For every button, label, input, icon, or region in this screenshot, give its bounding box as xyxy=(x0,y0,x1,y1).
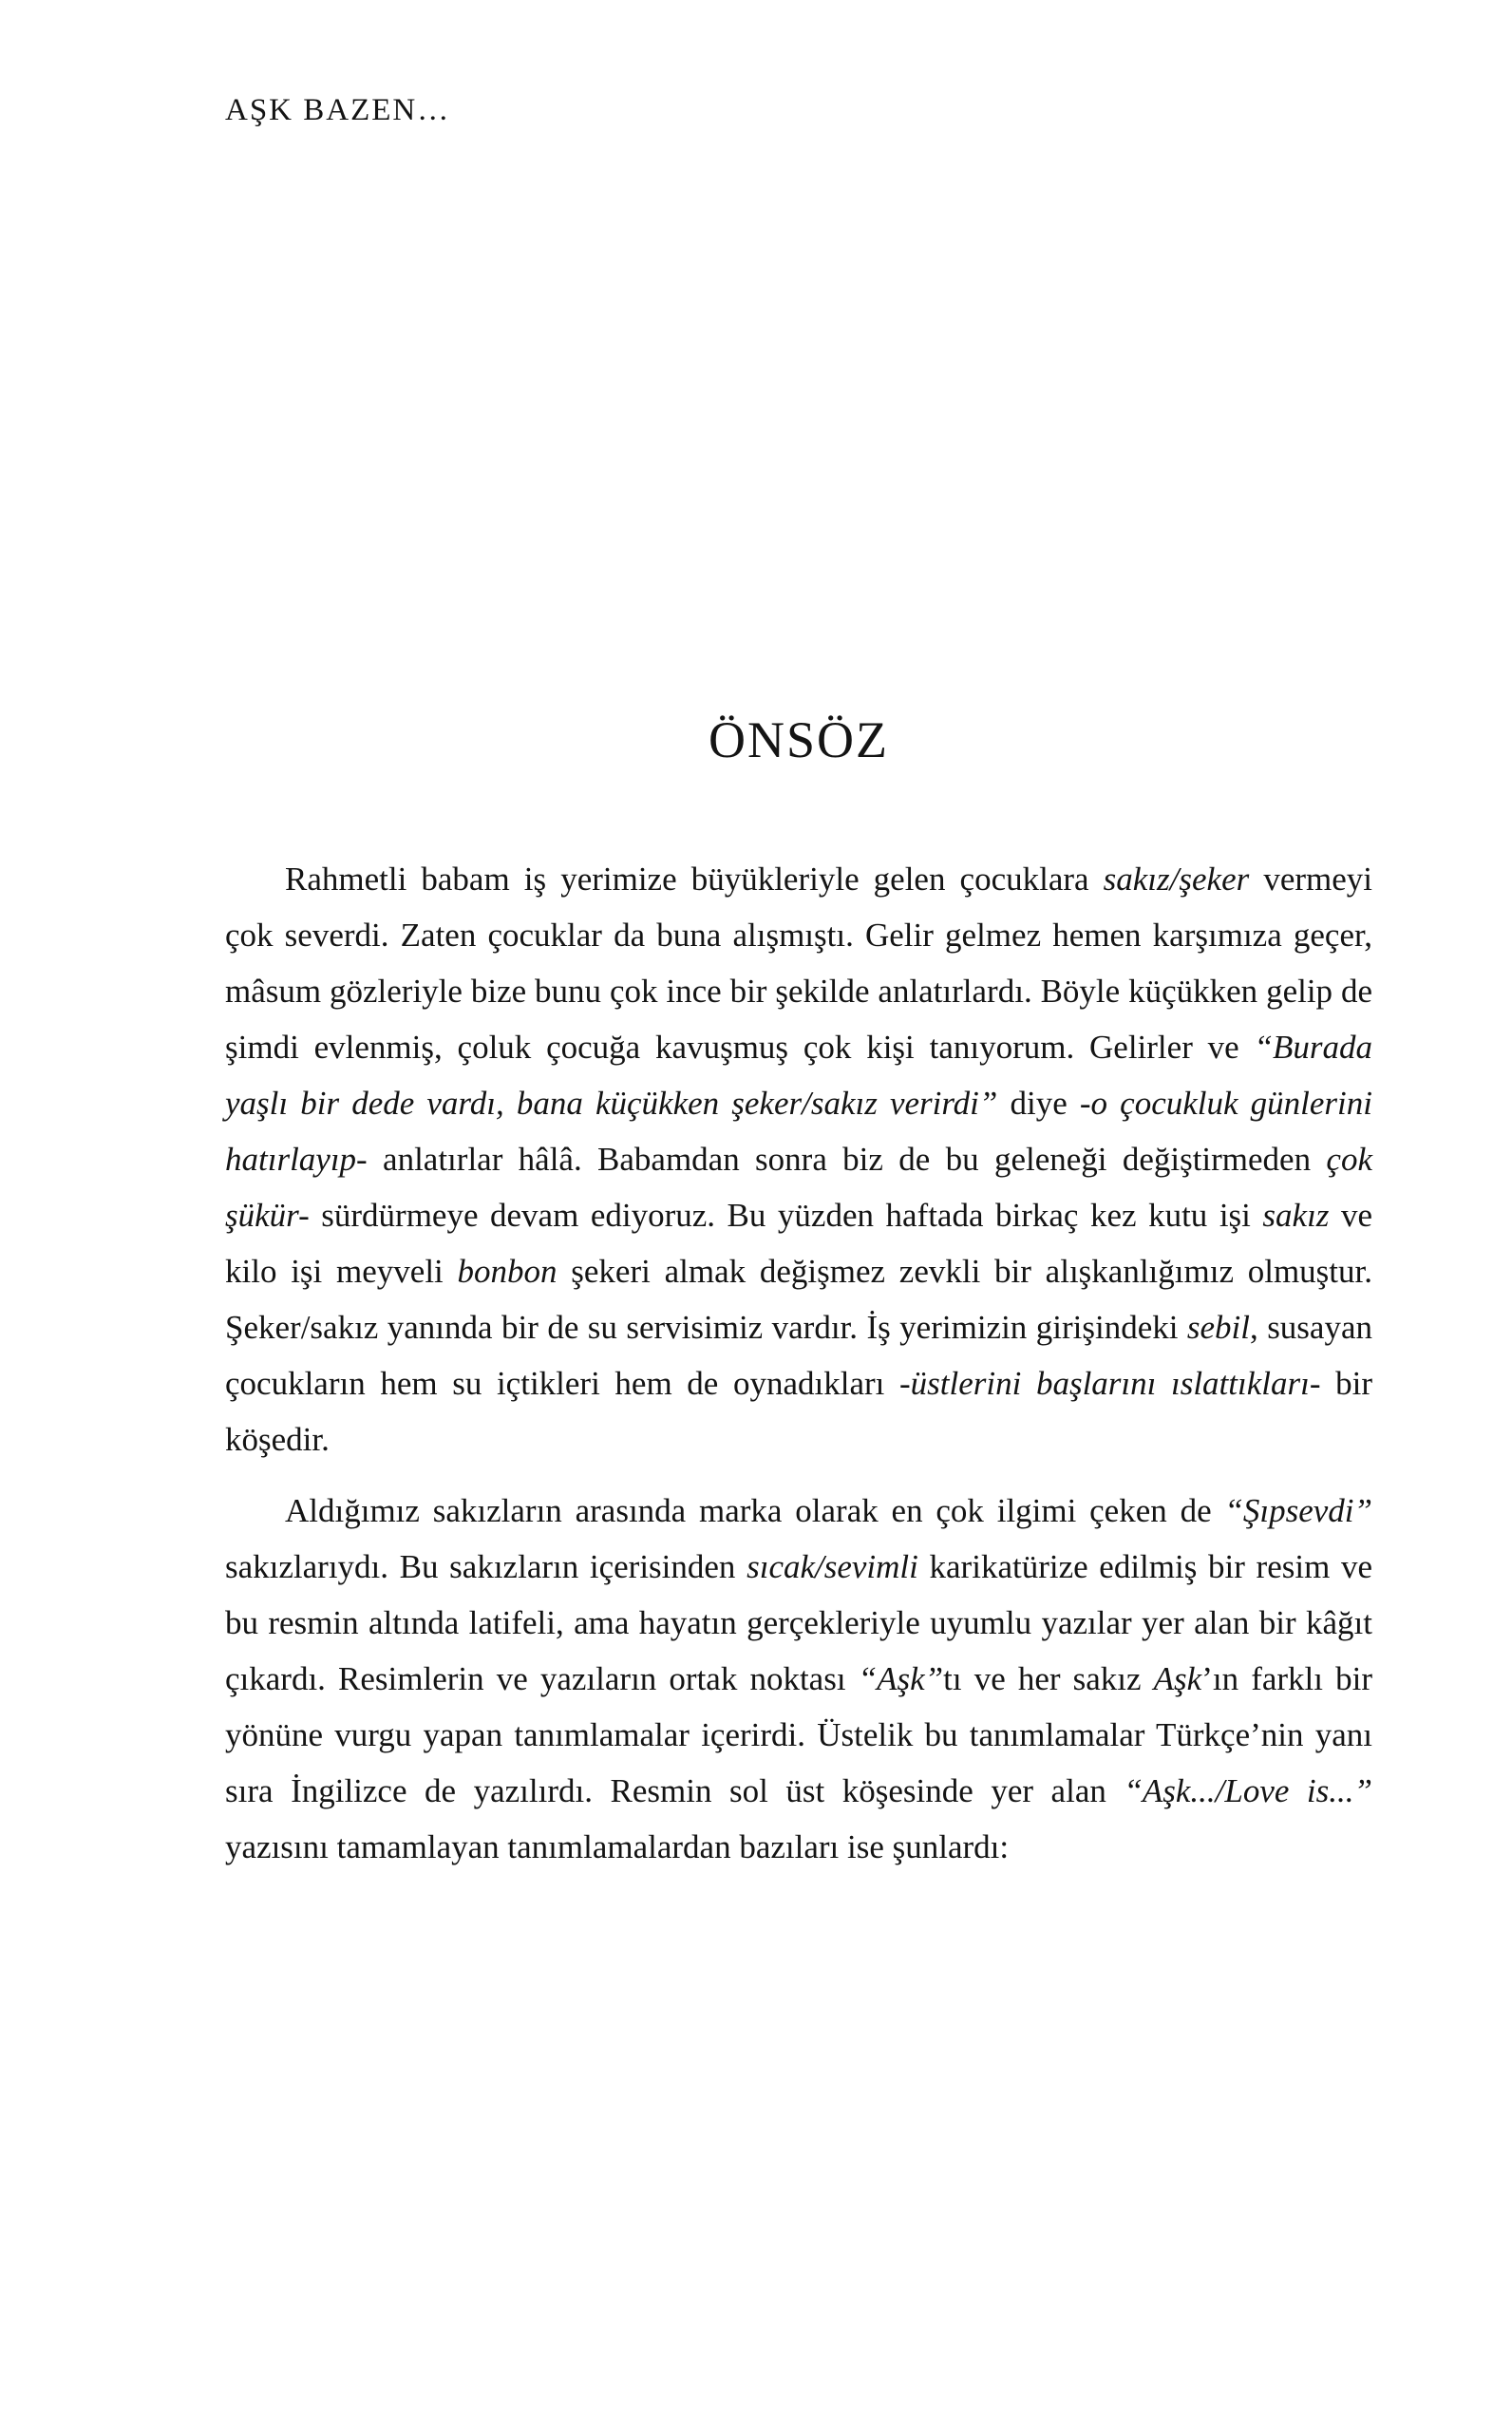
text-segment: bir köşedir. xyxy=(225,1365,1373,1458)
body-text xyxy=(225,851,1372,1875)
text-segment: yazısını tamamlayan tanımlamalardan bazıları ise şunlardı: xyxy=(225,1828,1010,1865)
italic-text-segment: sakız xyxy=(1262,1197,1330,1234)
text-segment: diye xyxy=(997,1085,1080,1122)
italic-text-segment: bonbon xyxy=(457,1253,558,1290)
paragraph xyxy=(225,1483,1372,1875)
italic-text-segment: “Aşk” xyxy=(858,1660,944,1697)
italic-text-segment: “Şıpsevdi” xyxy=(1224,1492,1372,1529)
text-segment: , susayan çocukların hem su içtikleri hem de oynadıkları xyxy=(225,1309,1372,1402)
paragraph xyxy=(225,851,1372,1467)
chapter-title: ÖNSÖZ xyxy=(708,711,889,768)
italic-text-segment: Aşk xyxy=(1153,1660,1202,1697)
text-segment: ’ın farklı bir yönüne vurgu yapan tanımlamalar içerirdi. Üstelik bu tanımlamalar Türkçe’nin yanı sıra İngilizce de yazılırdı. Resmin sol üst köşesinde yer alan xyxy=(225,1660,1372,1809)
text-segment: şekeri almak değişmez zevkli bir alışkanlığımız olmuştur. Şeker/sakız yanında bir de su servisimiz vardır. İş yerimizin girişindeki xyxy=(225,1253,1372,1346)
text-segment: Aldığımız sakızların arasında marka olarak en çok ilgimi çeken de xyxy=(285,1492,1225,1529)
italic-text-segment: sakız/şeker xyxy=(1103,861,1250,898)
text-segment: karikatürize edilmiş bir resim ve bu resmin altında latifeli, ama hayatın gerçekleriyle uyumlu yazılar yer alan bir kâğıt çıkardı. Resimlerin ve yazıların ortak noktası xyxy=(225,1548,1372,1697)
italic-text-segment: sıcak/sevimli xyxy=(747,1548,918,1585)
italic-text-segment: “Burada yaşlı bir dede vardı, bana küçükken şeker/sakız verirdi” xyxy=(225,1029,1372,1122)
text-segment: tı ve her sakız xyxy=(943,1660,1154,1697)
text-segment: anlatırlar hâlâ. Babamdan sonra biz de bu geleneği değiştirmeden xyxy=(367,1141,1327,1178)
text-segment: Rahmetli babam iş yerimize büyükleriyle gelen çocuklara xyxy=(285,861,1104,898)
text-segment: sakızlarıydı. Bu sakızların içerisinden xyxy=(225,1548,747,1585)
italic-text-segment: sebil xyxy=(1186,1309,1250,1346)
italic-text-segment: çok şükür- xyxy=(225,1141,1372,1234)
text-segment: sürdürmeye devam ediyoruz. Bu yüzden haftada birkaç kez kutu işi xyxy=(309,1197,1263,1234)
italic-text-segment: -üstlerini başlarını ıslattıkları- xyxy=(899,1365,1321,1402)
italic-text-segment: “Aşk.../Love is...” xyxy=(1124,1772,1372,1809)
italic-text-segment: -o çocukluk günlerini hatırlayıp- xyxy=(225,1085,1372,1178)
text-segment: vermeyi çok severdi. Zaten çocuklar da buna alışmıştı. Gelir gelmez hemen karşımıza geçer, mâsum gözleriyle bize bunu çok ince bir şekilde anlatırlardı. Böyle küçükken gelip de şimdi evlenmiş, çoluk çocuğa kavuşmuş çok kişi tanıyorum. Gelirler ve xyxy=(225,861,1372,1066)
text-segment: ve kilo işi meyveli xyxy=(225,1197,1372,1290)
running-header: AŞK BAZEN… xyxy=(225,93,451,127)
